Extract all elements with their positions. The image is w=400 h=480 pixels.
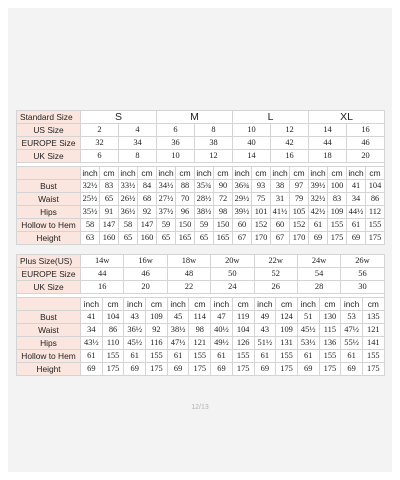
measure-value: 104	[102, 311, 124, 324]
measure-value: 175	[276, 363, 298, 376]
measure-value: 51½	[254, 337, 276, 350]
measure-value: 98	[214, 206, 233, 219]
measure-value: 32½	[309, 193, 328, 206]
measure-value: 35¾	[195, 180, 214, 193]
measure-row	[17, 363, 385, 376]
unit-cm: cm	[138, 167, 157, 180]
size-value: 8	[119, 150, 157, 163]
plus-size: 26w	[341, 255, 384, 268]
measure-value: 40½	[211, 324, 233, 337]
plus-size: 22w	[254, 255, 297, 268]
measure-value: 61	[297, 350, 319, 363]
measure-value: 39½	[233, 206, 252, 219]
measure-value: 93	[252, 180, 271, 193]
measure-value: 175	[232, 363, 254, 376]
measure-value: 96	[176, 206, 195, 219]
measure-value: 109	[328, 206, 347, 219]
measure-value: 55½	[341, 337, 363, 350]
measure-value: 61	[167, 350, 189, 363]
measure-row	[17, 219, 385, 232]
measure-value: 43½	[81, 337, 103, 350]
size-value: 22	[167, 281, 210, 294]
measure-value: 115	[319, 324, 341, 337]
measure-value: 59	[195, 219, 214, 232]
unit-cm: cm	[232, 298, 254, 311]
measure-value: 28½	[195, 193, 214, 206]
unit-row	[17, 298, 385, 311]
unit-cm: cm	[214, 167, 233, 180]
measure-value: 60	[271, 219, 290, 232]
letter-size: M	[157, 111, 233, 124]
unit-inch: inch	[310, 168, 326, 178]
measure-label: Waist	[17, 193, 81, 206]
unit-inch: inch	[120, 168, 136, 178]
measure-value: 63	[81, 232, 100, 245]
measure-label: Waist	[17, 324, 81, 337]
measure-value: 65	[119, 232, 138, 245]
measure-value: 41½	[271, 206, 290, 219]
measure-value: 175	[102, 363, 124, 376]
measure-value: 53½	[297, 337, 319, 350]
measure-value: 175	[319, 363, 341, 376]
measure-value: 69	[81, 363, 103, 376]
measure-value: 36½	[119, 206, 138, 219]
unit-inch: inch	[211, 298, 233, 311]
size-value: 46	[347, 137, 385, 150]
measure-row	[17, 350, 385, 363]
measure-value: 170	[252, 232, 271, 245]
unit-cm: cm	[102, 298, 124, 311]
measure-value: 72	[214, 193, 233, 206]
unit-inch: inch	[124, 298, 146, 311]
size-value: 54	[297, 268, 340, 281]
measure-value: 44½	[347, 206, 366, 219]
measure-value: 31	[271, 193, 290, 206]
measure-value: 150	[176, 219, 195, 232]
measure-value: 155	[319, 350, 341, 363]
measure-value: 65	[195, 232, 214, 245]
size-value: 32	[81, 137, 119, 150]
unit-row-label	[17, 298, 81, 311]
measure-value: 109	[146, 311, 168, 324]
measure-value: 88	[176, 180, 195, 193]
measure-value: 69	[211, 363, 233, 376]
measure-value: 155	[146, 350, 168, 363]
measure-value: 104	[366, 180, 385, 193]
size-value: 34	[119, 137, 157, 150]
measure-value: 124	[276, 311, 298, 324]
measure-value: 175	[366, 232, 385, 245]
measure-value: 61	[341, 350, 363, 363]
measure-value: 90	[214, 180, 233, 193]
measure-value: 51	[297, 311, 319, 324]
measure-label: Hips	[17, 206, 81, 219]
measure-label: Bust	[17, 180, 81, 193]
measure-value: 59	[157, 219, 176, 232]
measure-value: 150	[214, 219, 233, 232]
measure-value: 100	[328, 180, 347, 193]
measure-value: 69	[167, 363, 189, 376]
measure-value: 34	[347, 193, 366, 206]
measure-value: 27½	[157, 193, 176, 206]
measure-value: 160	[138, 232, 157, 245]
measure-value: 175	[146, 363, 168, 376]
size-chart-sheet	[8, 8, 392, 472]
measure-value: 41	[81, 311, 103, 324]
measure-value: 41	[347, 180, 366, 193]
measure-value: 39½	[309, 180, 328, 193]
unit-inch: inch	[196, 168, 212, 178]
measure-value: 116	[146, 337, 168, 350]
measure-value: 67	[233, 232, 252, 245]
size-value: 48	[167, 268, 210, 281]
measure-value: 175	[362, 363, 384, 376]
size-value: 28	[297, 281, 340, 294]
measure-value: 61	[347, 219, 366, 232]
measure-value: 121	[362, 324, 384, 337]
standard-size-table	[16, 110, 385, 245]
measure-row	[17, 311, 385, 324]
measure-value: 37½	[157, 206, 176, 219]
measure-row	[17, 324, 385, 337]
measure-value: 58	[119, 219, 138, 232]
size-value: 44	[309, 137, 347, 150]
measure-value: 38½	[167, 324, 189, 337]
measure-label: Height	[17, 232, 81, 245]
measure-value: 83	[328, 193, 347, 206]
letter-size: L	[233, 111, 309, 124]
plus-size: 14w	[81, 255, 124, 268]
measure-value: 68	[138, 193, 157, 206]
measure-value: 86	[366, 193, 385, 206]
plus-size: 24w	[297, 255, 340, 268]
measure-value: 45½	[297, 324, 319, 337]
letter-size: XL	[309, 111, 385, 124]
measure-value: 135	[362, 311, 384, 324]
measure-value: 61	[211, 350, 233, 363]
measure-value: 155	[189, 350, 211, 363]
size-value: 14	[233, 150, 271, 163]
measure-value: 69	[297, 363, 319, 376]
measure-value: 49	[254, 311, 276, 324]
measure-value: 91	[100, 206, 119, 219]
size-system-label: EUROPE Size	[17, 268, 81, 281]
measure-value: 25½	[81, 193, 100, 206]
size-value: 38	[195, 137, 233, 150]
size-value: 26	[254, 281, 297, 294]
size-value: 2	[81, 124, 119, 137]
size-value: 24	[211, 281, 254, 294]
measure-value: 101	[252, 206, 271, 219]
measure-value: 34	[81, 324, 103, 337]
measure-value: 33½	[119, 180, 138, 193]
measure-value: 61	[81, 350, 103, 363]
measure-value: 36¾	[233, 180, 252, 193]
size-value: 12	[271, 124, 309, 137]
measure-value: 155	[366, 219, 385, 232]
size-value: 46	[124, 268, 167, 281]
size-value: 20	[347, 150, 385, 163]
plus-size: 18w	[167, 255, 210, 268]
size-conversion-row	[17, 137, 385, 150]
page-number: 12/13	[191, 404, 209, 411]
measure-value: 26½	[119, 193, 138, 206]
size-value: 42	[271, 137, 309, 150]
measure-value: 69	[341, 363, 363, 376]
size-system-label: UK Size	[17, 281, 81, 294]
measure-value: 58	[81, 219, 100, 232]
size-value: 20	[124, 281, 167, 294]
measure-label: Hollow to Hem	[17, 350, 81, 363]
measure-value: 109	[276, 324, 298, 337]
size-value: 4	[119, 124, 157, 137]
unit-row	[17, 167, 385, 180]
measure-value: 97	[290, 180, 309, 193]
measure-value: 38½	[195, 206, 214, 219]
measure-value: 170	[290, 232, 309, 245]
unit-inch: inch	[272, 168, 288, 178]
size-value: 30	[341, 281, 384, 294]
measure-value: 110	[102, 337, 124, 350]
measure-value: 45	[167, 311, 189, 324]
size-conversion-row	[17, 268, 385, 281]
measure-value: 69	[124, 363, 146, 376]
measure-row	[17, 206, 385, 219]
measure-value: 61	[124, 350, 146, 363]
measure-value: 79	[290, 193, 309, 206]
size-value: 10	[157, 150, 195, 163]
measure-value: 47	[211, 311, 233, 324]
size-value: 44	[81, 268, 124, 281]
measure-value: 92	[138, 206, 157, 219]
table-title: Standard Size	[17, 111, 81, 124]
measure-value: 136	[319, 337, 341, 350]
size-value: 16	[347, 124, 385, 137]
size-value: 12	[195, 150, 233, 163]
measure-value: 165	[176, 232, 195, 245]
measure-value: 131	[276, 337, 298, 350]
measure-value: 155	[328, 219, 347, 232]
plus-size-table	[16, 254, 385, 376]
plus-size: 16w	[124, 255, 167, 268]
unit-cm: cm	[176, 167, 195, 180]
letter-size-row	[17, 111, 385, 124]
measure-label: Hollow to Hem	[17, 219, 81, 232]
measure-value: 86	[102, 324, 124, 337]
measure-value: 43	[254, 324, 276, 337]
measure-value: 155	[232, 350, 254, 363]
measure-value: 130	[319, 311, 341, 324]
size-conversion-row	[17, 124, 385, 137]
measure-value: 175	[328, 232, 347, 245]
measure-value: 160	[100, 232, 119, 245]
size-value: 50	[211, 268, 254, 281]
measure-value: 38	[271, 180, 290, 193]
measure-value: 112	[366, 206, 385, 219]
measure-row	[17, 337, 385, 350]
measure-value: 49½	[211, 337, 233, 350]
measure-row	[17, 180, 385, 193]
measure-value: 155	[276, 350, 298, 363]
unit-cm: cm	[366, 167, 385, 180]
measure-value: 47½	[341, 324, 363, 337]
plus-size: 20w	[211, 255, 254, 268]
unit-inch: inch	[348, 168, 364, 178]
measure-label: Height	[17, 363, 81, 376]
unit-inch: inch	[297, 298, 319, 311]
table-title: Plus Size(US)	[17, 255, 81, 268]
measure-value: 114	[189, 311, 211, 324]
size-value: 6	[81, 150, 119, 163]
measure-value: 92	[146, 324, 168, 337]
measure-value: 175	[189, 363, 211, 376]
measure-value: 29½	[233, 193, 252, 206]
size-value: 16	[81, 281, 124, 294]
measure-value: 47½	[167, 337, 189, 350]
unit-inch: inch	[81, 298, 103, 311]
unit-cm: cm	[290, 167, 309, 180]
measure-label: Hips	[17, 337, 81, 350]
measure-value: 141	[362, 337, 384, 350]
size-value: 16	[271, 150, 309, 163]
unit-row-label	[17, 167, 81, 180]
size-system-label: EUROPE Size	[17, 137, 81, 150]
unit-cm: cm	[146, 298, 168, 311]
measure-value: 69	[347, 232, 366, 245]
size-value: 56	[341, 268, 384, 281]
unit-cm: cm	[252, 167, 271, 180]
size-value: 40	[233, 137, 271, 150]
size-value: 18	[309, 150, 347, 163]
measure-label: Bust	[17, 311, 81, 324]
letter-size: S	[81, 111, 157, 124]
unit-inch: inch	[341, 298, 363, 311]
measure-row	[17, 232, 385, 245]
measure-value: 121	[189, 337, 211, 350]
measure-value: 36½	[124, 324, 146, 337]
measure-value: 83	[100, 180, 119, 193]
size-value: 8	[195, 124, 233, 137]
measure-value: 155	[102, 350, 124, 363]
size-conversion-row	[17, 281, 385, 294]
measure-value: 98	[189, 324, 211, 337]
size-system-label: US Size	[17, 124, 81, 137]
measure-value: 34½	[157, 180, 176, 193]
unit-cm: cm	[362, 298, 384, 311]
unit-cm: cm	[100, 167, 119, 180]
unit-cm: cm	[276, 298, 298, 311]
measure-value: 53	[341, 311, 363, 324]
measure-value: 105	[290, 206, 309, 219]
measure-value: 65	[157, 232, 176, 245]
measure-value: 75	[252, 193, 271, 206]
size-system-label: UK Size	[17, 150, 81, 163]
measure-value: 84	[138, 180, 157, 193]
measure-row	[17, 193, 385, 206]
measure-value: 119	[232, 311, 254, 324]
measure-value: 61	[254, 350, 276, 363]
measure-value: 152	[252, 219, 271, 232]
measure-value: 60	[233, 219, 252, 232]
measure-value: 35½	[81, 206, 100, 219]
measure-value: 32½	[81, 180, 100, 193]
size-value: 36	[157, 137, 195, 150]
size-value: 52	[254, 268, 297, 281]
measure-value: 45½	[124, 337, 146, 350]
size-value: 6	[157, 124, 195, 137]
measure-value: 69	[254, 363, 276, 376]
measure-value: 65	[100, 193, 119, 206]
measure-value: 147	[100, 219, 119, 232]
measure-value: 70	[176, 193, 195, 206]
unit-inch: inch	[82, 168, 98, 178]
measure-value: 42½	[309, 206, 328, 219]
measure-value: 126	[232, 337, 254, 350]
measure-value: 61	[309, 219, 328, 232]
unit-inch: inch	[158, 168, 174, 178]
measure-value: 165	[214, 232, 233, 245]
size-value: 14	[309, 124, 347, 137]
unit-inch: inch	[234, 168, 250, 178]
measure-value: 147	[138, 219, 157, 232]
measure-value: 104	[232, 324, 254, 337]
unit-inch: inch	[254, 298, 276, 311]
measure-value: 43	[124, 311, 146, 324]
unit-inch: inch	[167, 298, 189, 311]
measure-value: 67	[271, 232, 290, 245]
measure-value: 69	[309, 232, 328, 245]
measure-value: 152	[290, 219, 309, 232]
unit-cm: cm	[319, 298, 341, 311]
plus-size-row	[17, 255, 385, 268]
unit-cm: cm	[328, 167, 347, 180]
measure-value: 155	[362, 350, 384, 363]
size-conversion-row	[17, 150, 385, 163]
size-value: 10	[233, 124, 271, 137]
unit-cm: cm	[189, 298, 211, 311]
